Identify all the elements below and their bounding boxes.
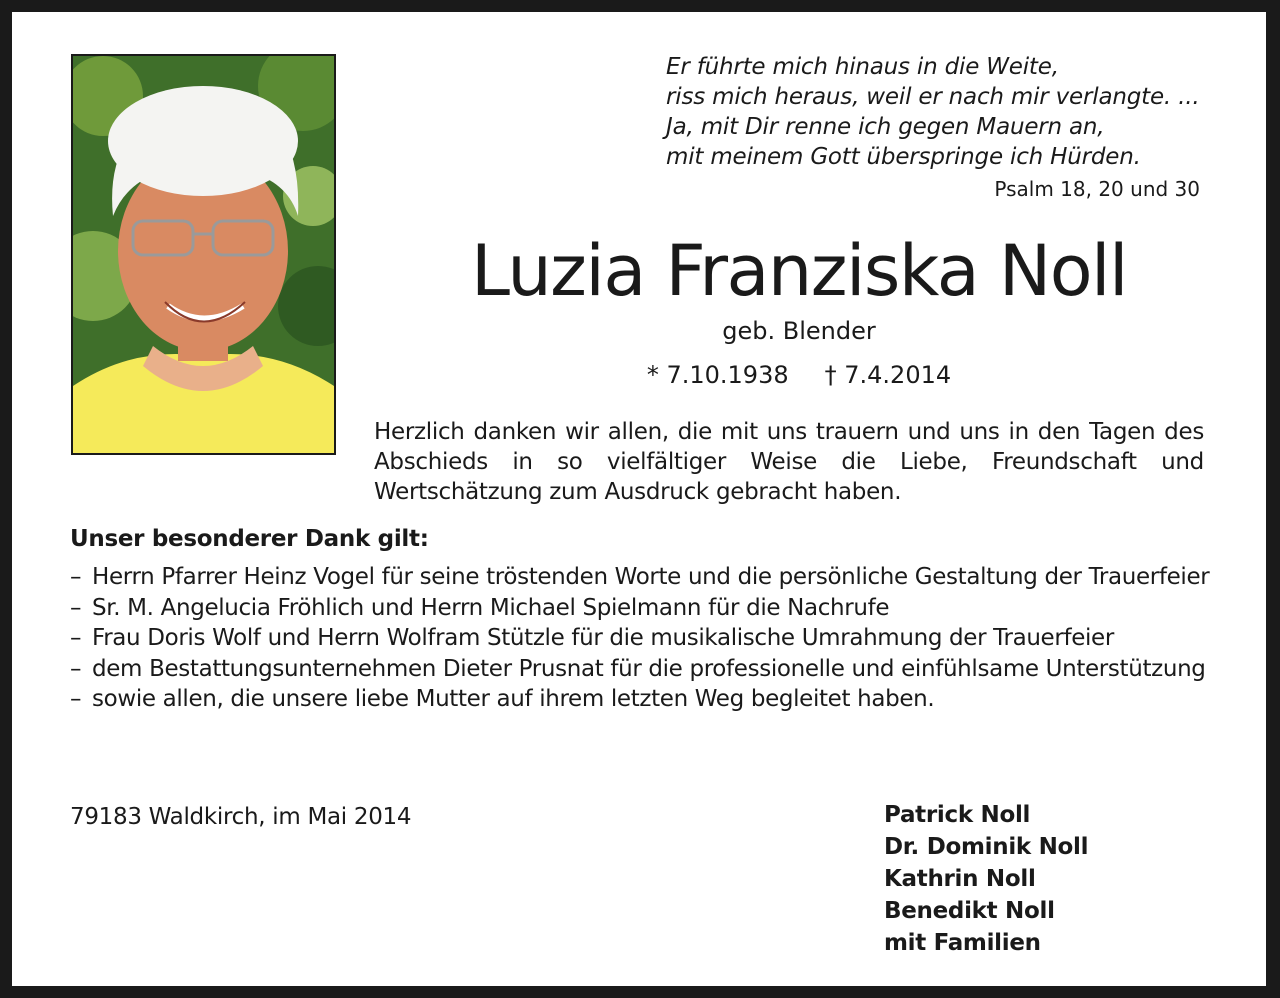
signer-name: mit Familien bbox=[884, 930, 1041, 956]
list-item-text: sowie allen, die unsere liebe Mutter auf ihrem letzten Weg begleitet haben. bbox=[92, 686, 935, 712]
verse-line: Er führte mich hinaus in die Weite, bbox=[666, 54, 1059, 80]
portrait-photo-icon bbox=[73, 56, 334, 453]
list-item bbox=[70, 623, 1210, 654]
birth-date: * 7.10.1938 bbox=[646, 361, 789, 389]
list-item bbox=[70, 593, 1210, 624]
birth-name: geb. Blender bbox=[722, 317, 876, 345]
list-item bbox=[70, 562, 1210, 593]
life-dates bbox=[374, 358, 1224, 392]
special-thanks-list bbox=[70, 562, 1210, 715]
death-date: † 7.4.2014 bbox=[824, 361, 952, 389]
thanks-paragraph: Herzlich danken wir allen, die mit uns trauern und uns in den Tagen des Abschieds in so vielfältiger Weise die Liebe, Freundschaft und Wertschätzung zum Ausdruck gebracht haben. bbox=[374, 419, 1204, 505]
verse-line: Ja, mit Dir renne ich gegen Mauern an, bbox=[666, 114, 1105, 140]
place-and-date: 79183 Waldkirch, im Mai 2014 bbox=[70, 804, 412, 830]
dash-bullet: – bbox=[70, 625, 82, 651]
signer-name: Dr. Dominik Noll bbox=[884, 834, 1089, 860]
verse-line: riss mich heraus, weil er nach mir verlangte. ... bbox=[666, 84, 1200, 110]
list-item-text: Herrn Pfarrer Heinz Vogel für seine tröstenden Worte und die persönliche Gestaltung der Trauerfeier bbox=[92, 564, 1210, 590]
deceased-name: Luzia Franziska Noll bbox=[471, 230, 1127, 312]
verse-line: mit meinem Gott überspringe ich Hürden. bbox=[666, 144, 1141, 170]
special-thanks-heading: Unser besonderer Dank gilt: bbox=[70, 526, 429, 552]
list-item-text: Sr. M. Angelucia Fröhlich und Herrn Michael Spielmann für die Nachrufe bbox=[92, 594, 890, 621]
signer-name: Kathrin Noll bbox=[884, 866, 1036, 892]
dash-bullet: – bbox=[70, 564, 82, 590]
list-item-text: Frau Doris Wolf und Herrn Wolfram Stützle für die musikalische Umrahmung der Trauerfeier bbox=[92, 625, 1114, 651]
bible-verse bbox=[666, 52, 1211, 172]
dash-bullet: – bbox=[70, 655, 82, 682]
portrait-photo bbox=[71, 54, 336, 455]
dash-bullet: – bbox=[70, 686, 82, 712]
signer-name: Patrick Noll bbox=[884, 802, 1031, 828]
signers-list bbox=[884, 799, 1088, 959]
list-item-text: dem Bestattungsunternehmen Dieter Prusnat für die professionelle und einfühlsame Unterstützung bbox=[92, 655, 1206, 682]
signer-name: Benedikt Noll bbox=[884, 898, 1055, 924]
obituary-notice bbox=[12, 12, 1266, 986]
dash-bullet: – bbox=[70, 594, 82, 621]
list-item bbox=[70, 654, 1210, 685]
verse-citation: Psalm 18, 20 und 30 bbox=[994, 177, 1200, 201]
list-item bbox=[70, 684, 1210, 715]
